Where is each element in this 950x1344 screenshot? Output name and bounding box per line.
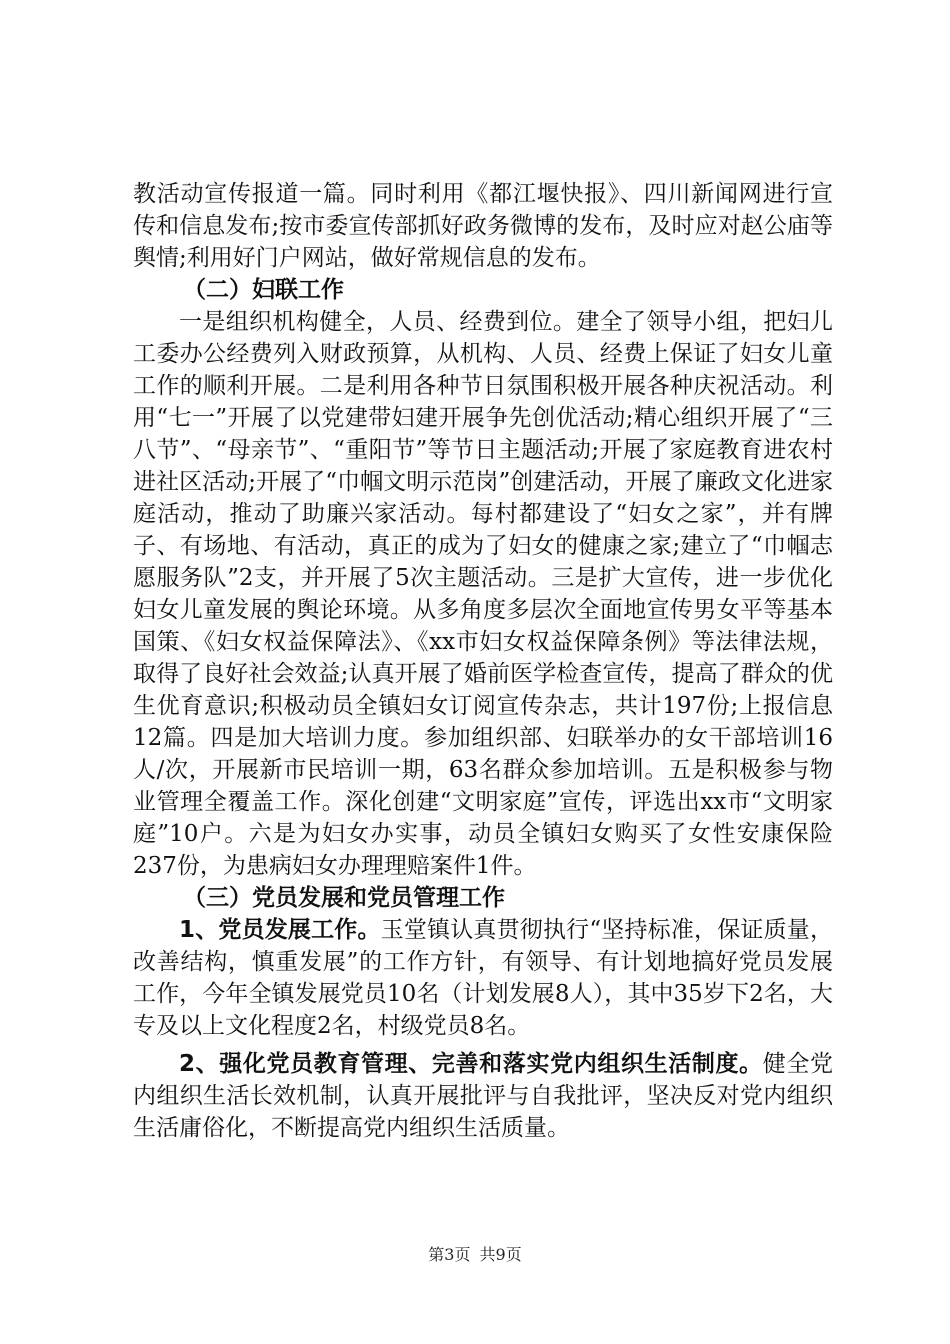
page-total: 共9页 xyxy=(479,1245,522,1264)
paragraph-body: 玉堂镇认真贯彻执行“坚持标准，保证质量，改善结构，慎重发展”的工作方针，有领导、有计划地搞好党员发展工作，今年全镇发展党员10名（计划发展8人），其中35岁下2名，大专及以上文化程度2名，村级党员8名。 xyxy=(133,917,833,1039)
page-footer xyxy=(0,1242,950,1265)
paragraph-lead: 2、强化党员教育管理、完善和落实党内组织生活制度。 xyxy=(179,1051,763,1077)
section-heading-party-members: （三）党员发展和党员管理工作 xyxy=(183,885,505,911)
paragraph-body: 健全党内组织生活长效机制，认真开展批评与自我批评，坚决反对党内组织生活庸俗化，不断提高党内组织生活质量。 xyxy=(133,1051,833,1141)
paragraph-member-education xyxy=(133,1048,833,1144)
paragraph-continuation: 教活动宣传报道一篇。同时利用《都江堰快报》、四川新闻网进行宣传和信息发布;按市委宣传部抓好政务微博的发布，及时应对赵公庙等舆情;利用好门户网站，做好常规信息的发布。 xyxy=(133,181,833,271)
section-heading-women-federation: （二）妇联工作 xyxy=(183,277,344,303)
paragraph-member-development xyxy=(133,914,833,1042)
paragraph-lead: 1、党员发展工作。 xyxy=(179,917,381,943)
page-number: 第3页 xyxy=(428,1245,471,1264)
paragraph-women-federation: 一是组织机构健全，人员、经费到位。建全了领导小组，把妇儿工委办公经费列入财政预算，从机构、人员、经费上保证了妇女儿童工作的顺利开展。二是利用各种节日氛围积极开展各种庆祝活动。利用“七一”开展了以党建带妇建开展争先创优活动;精心组织开展了“三八节”、“母亲节”、“重阳节”等节日主题活动;开展了家庭教育进农村进社区活动;开展了“巾帼文明示范岗”创建活动，开展了廉政文化进家庭活动，推动了助廉兴家活动。每村都建设了“妇女之家”，并有牌子、有场地、有活动，真正的成为了妇女的健康之家;建立了“巾帼志愿服务队”2支，并开展了5次主题活动。三是扩大宣传，进一步优化妇女儿童发展的舆论环境。从多角度多层次全面地宣传男女平等基本国策、《妇女权益保障法》、《xx市妇女权益保障条例》等法律法规，取得了良好社会效益;认真开展了婚前医学检查宣传，提高了群众的优生优育意识;积极动员全镇妇女订阅宣传杂志，共计197份;上报信息12篇。四是加大培训力度。参加组织部、妇联举办的女干部培训16人/次，开展新市民培训一期，63名群众参加培训。五是积极参与物业管理全覆盖工作。深化创建“文明家庭”宣传，评选出xx市“文明家庭”10户。六是为妇女办实事，动员全镇妇女购买了女性安康保险237份，为患病妇女办理理赔案件1件。 xyxy=(133,309,833,879)
document-body xyxy=(133,178,833,1144)
